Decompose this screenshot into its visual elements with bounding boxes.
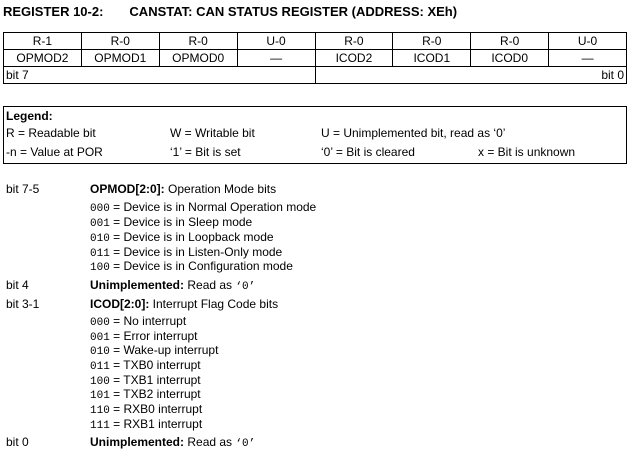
- name-bit0: —: [549, 50, 627, 67]
- bit-high-label: bit 7: [4, 67, 316, 84]
- access-bit7: R-1: [4, 33, 82, 50]
- bit-low-label: bit 0: [315, 67, 627, 84]
- icod-code: 000: [90, 317, 110, 329]
- register-name: CANSTAT: CAN STATUS REGISTER (ADDRESS: XEh): [129, 4, 458, 19]
- access-row: [4, 33, 627, 50]
- opmod-option: [90, 200, 316, 215]
- bit-label-4: bit 4: [6, 278, 29, 292]
- name-bit2: ICOD1: [393, 50, 471, 67]
- access-bit2: R-0: [393, 33, 471, 50]
- icod-option: [90, 417, 202, 432]
- access-bit0: U-0: [549, 33, 627, 50]
- bit0-description: [90, 435, 255, 450]
- opmod-option: [90, 245, 282, 260]
- icod-desc: Interrupt Flag Code bits: [149, 297, 279, 311]
- opmod-option: [90, 259, 293, 274]
- register-number: REGISTER 10-2:: [3, 4, 104, 19]
- icod-option-text: = TXB2 interrupt: [109, 387, 201, 401]
- icod-description: [90, 297, 278, 311]
- opmod-field: OPMOD[2:0]:: [90, 182, 165, 196]
- bit0-desc: Read as: [184, 435, 236, 449]
- name-bit1: ICOD0: [471, 50, 549, 67]
- name-bit6: OPMOD1: [81, 50, 159, 67]
- icod-option-text: = Error interrupt: [109, 329, 198, 343]
- name-bit3: ICOD2: [315, 50, 393, 67]
- bit-range-row: [4, 67, 627, 84]
- icod-code: 110: [90, 405, 110, 417]
- opmod-code: 011: [90, 248, 110, 260]
- legend-set: ‘1’ = Bit is set: [170, 145, 241, 159]
- icod-option-text: = TXB1 interrupt: [109, 373, 201, 387]
- icod-option: [90, 358, 201, 373]
- bit4-field: Unimplemented:: [90, 278, 185, 292]
- bit-label-7-5: bit 7-5: [6, 182, 40, 196]
- opmod-description: [90, 182, 276, 196]
- legend-readable: R = Readable bit: [6, 126, 96, 140]
- bit0-field: Unimplemented:: [90, 435, 185, 449]
- opmod-code: 100: [90, 262, 110, 274]
- icod-option-text: = RXB1 interrupt: [109, 417, 203, 431]
- bit4-desc: Read as: [184, 278, 236, 292]
- register-title: [3, 4, 457, 19]
- icod-option-text: = TXB0 interrupt: [109, 358, 201, 372]
- opmod-code: 010: [90, 233, 110, 245]
- icod-code: 010: [90, 346, 110, 358]
- icod-option: [90, 343, 218, 358]
- opmod-option-text: = Device is in Normal Operation mode: [109, 200, 317, 214]
- legend-unknown: x = Bit is unknown: [478, 145, 576, 159]
- opmod-option: [90, 215, 252, 230]
- icod-option: [90, 329, 198, 344]
- icod-code: 101: [90, 390, 110, 402]
- access-bit6: R-0: [81, 33, 159, 50]
- names-row: [4, 50, 627, 67]
- icod-code: 001: [90, 332, 110, 344]
- opmod-option-text: = Device is in Configuration mode: [109, 259, 293, 273]
- icod-option-text: = Wake-up interrupt: [109, 343, 219, 357]
- opmod-option-text: = Device is in Sleep mode: [109, 215, 253, 229]
- register-bit-table: [3, 32, 627, 84]
- opmod-code: 001: [90, 218, 110, 230]
- legend-cleared: ‘0’ = Bit is cleared: [321, 145, 415, 159]
- access-bit4: U-0: [237, 33, 315, 50]
- name-bit4: —: [237, 50, 315, 67]
- access-bit5: R-0: [159, 33, 237, 50]
- icod-option: [90, 314, 186, 329]
- bit4-value: ‘0’: [235, 281, 256, 293]
- legend-por: -n = Value at POR: [6, 145, 103, 159]
- legend-writable: W = Writable bit: [170, 126, 255, 140]
- opmod-code: 000: [90, 203, 110, 215]
- name-bit7: OPMOD2: [4, 50, 82, 67]
- icod-code: 111: [90, 420, 110, 432]
- legend-unimplemented: U = Unimplemented bit, read as ‘0’: [321, 126, 506, 140]
- opmod-option: [90, 230, 274, 245]
- icod-option: [90, 373, 201, 388]
- icod-option: [90, 387, 201, 402]
- access-bit1: R-0: [471, 33, 549, 50]
- name-bit5: OPMOD0: [159, 50, 237, 67]
- icod-option-text: = RXB0 interrupt: [109, 402, 203, 416]
- bit0-value: ‘0’: [235, 438, 256, 450]
- access-bit3: R-0: [315, 33, 393, 50]
- icod-field: ICOD[2:0]:: [90, 297, 150, 311]
- icod-code: 011: [90, 361, 110, 373]
- opmod-option-text: = Device is in Loopback mode: [109, 230, 274, 244]
- bit4-description: [90, 278, 255, 293]
- icod-option-text: = No interrupt: [109, 314, 187, 328]
- bit-label-0: bit 0: [6, 435, 29, 449]
- bit-label-3-1: bit 3-1: [6, 297, 40, 311]
- icod-option: [90, 402, 202, 417]
- legend-box: [3, 106, 627, 164]
- opmod-desc: Operation Mode bits: [164, 182, 277, 196]
- icod-code: 100: [90, 376, 110, 388]
- legend-heading: Legend:: [6, 109, 53, 123]
- opmod-option-text: = Device is in Listen-Only mode: [109, 245, 283, 259]
